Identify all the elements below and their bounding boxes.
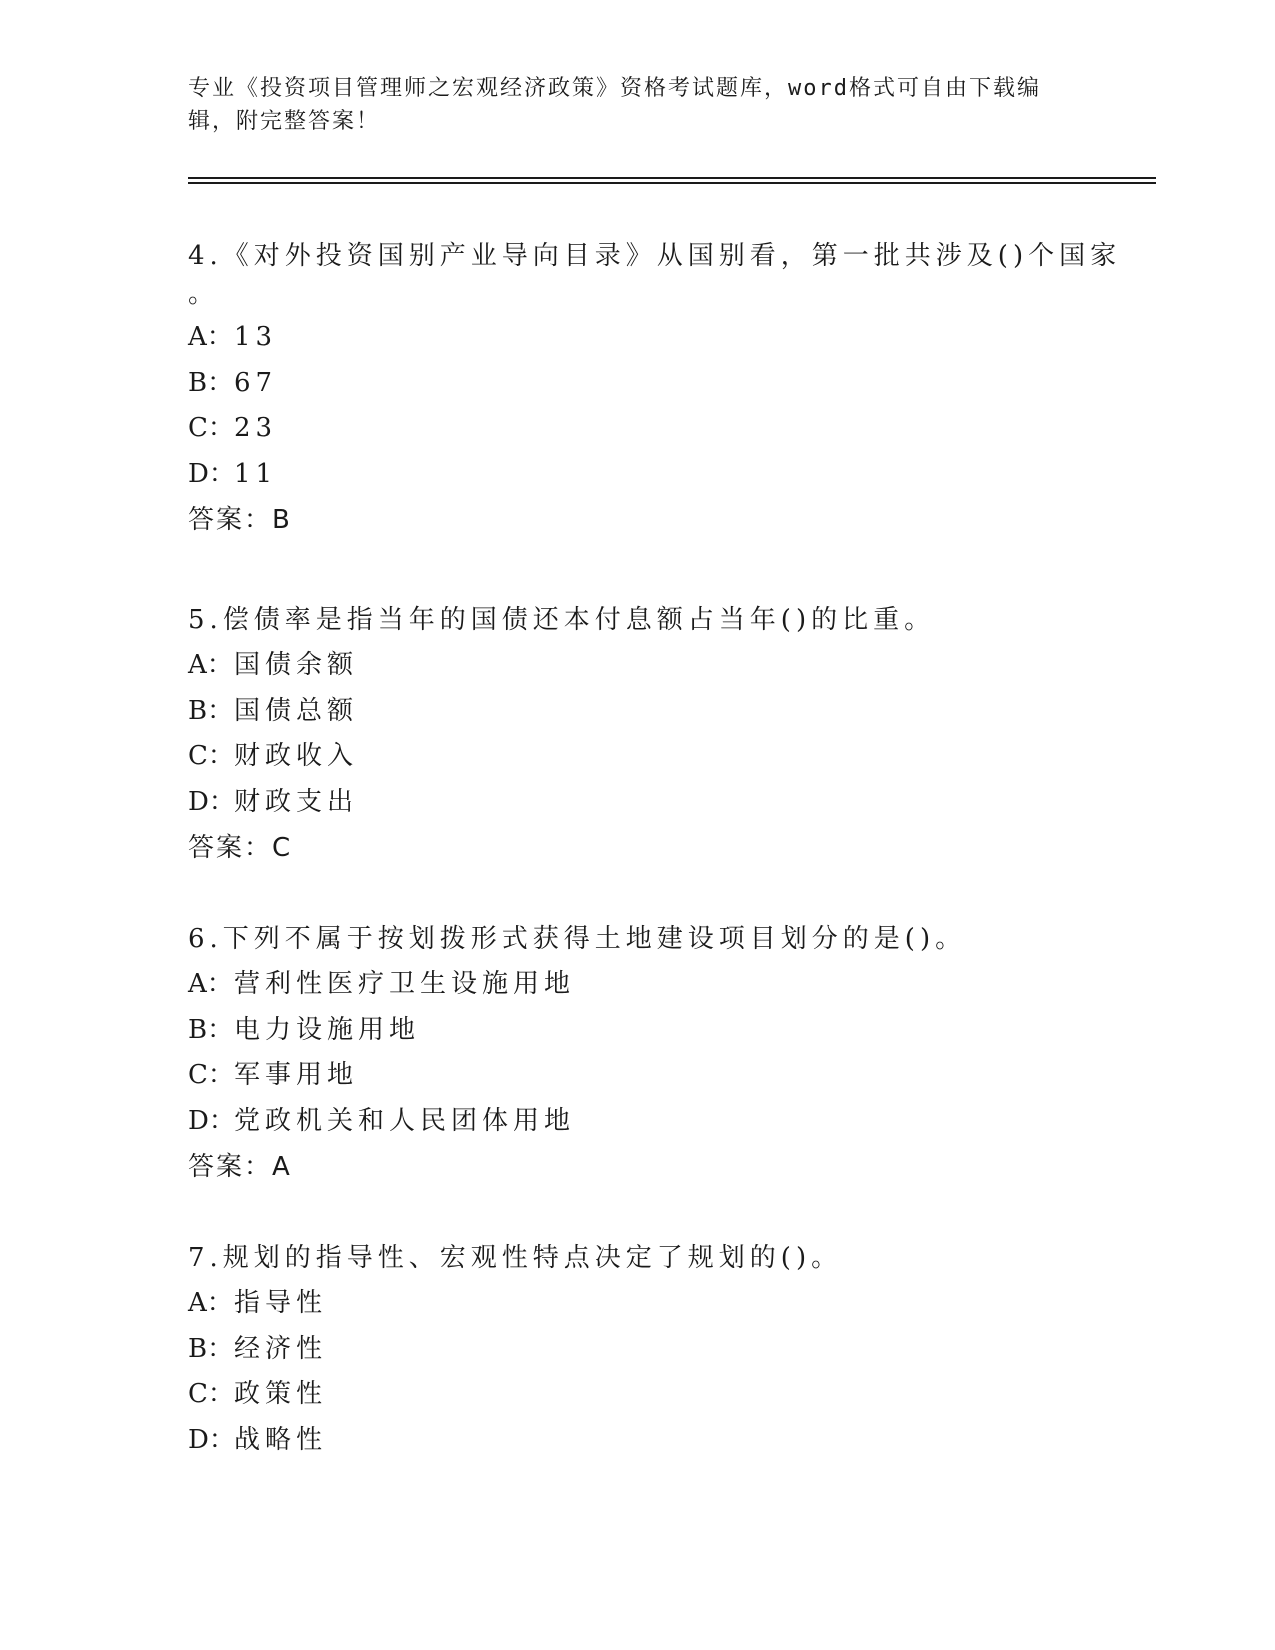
answer: 答案：A — [188, 1152, 292, 1183]
option-a — [188, 1281, 1088, 1327]
option-text: 党政机关和人民团体用地 — [234, 1105, 576, 1136]
option-label: D： — [188, 1105, 235, 1136]
question-6 — [188, 916, 1088, 1190]
question-stem: 7.规划的指导性、宏观性特点决定了规划的()。 — [188, 1243, 843, 1273]
question-stem: 5.偿债率是指当年的国债还本付息额占当年()的比重。 — [188, 605, 936, 635]
option-label: B： — [188, 1333, 234, 1364]
option-label: A： — [188, 650, 233, 680]
answer: 答案：C — [188, 833, 293, 864]
option-label: A： — [188, 1288, 233, 1318]
option-a — [188, 962, 1088, 1008]
option-a — [188, 315, 1088, 361]
option-label: C： — [188, 413, 234, 444]
option-label: B： — [188, 1014, 234, 1045]
option-d — [188, 1099, 1088, 1145]
option-d — [188, 452, 1088, 498]
option-label: C： — [188, 1379, 234, 1410]
option-label: D： — [188, 786, 235, 817]
question-stem-continuation: 。 — [188, 279, 220, 309]
option-label: C： — [188, 741, 234, 772]
option-text: 政策性 — [234, 1379, 328, 1410]
question-7 — [188, 1235, 1088, 1463]
option-b — [188, 1327, 1088, 1373]
option-c — [188, 406, 1088, 452]
option-text: 国债余额 — [234, 650, 359, 680]
option-text: 指导性 — [234, 1288, 328, 1318]
option-text: 战略性 — [234, 1424, 328, 1455]
option-text: 财政支出 — [234, 786, 359, 817]
option-d — [188, 1418, 1088, 1464]
option-text: 67 — [234, 367, 278, 398]
header-divider-top — [188, 177, 1156, 179]
answer: 答案：B — [188, 505, 292, 536]
option-a — [188, 643, 1088, 689]
question-stem: 4.《对外投资国别产业导向目录》从国别看，第一批共涉及()个国家 — [188, 241, 1122, 271]
option-label: B： — [188, 367, 234, 398]
option-label: C： — [188, 1060, 234, 1091]
option-b — [188, 689, 1088, 735]
document-header — [188, 72, 1068, 138]
question-5 — [188, 597, 1088, 871]
option-c — [188, 734, 1088, 780]
option-text: 营利性医疗卫生设施用地 — [234, 969, 576, 999]
option-text: 电力设施用地 — [234, 1014, 421, 1045]
option-text: 23 — [234, 413, 278, 444]
option-label: D： — [188, 458, 235, 489]
option-b — [188, 1008, 1088, 1054]
header-line-1: 专业《投资项目管理师之宏观经济政策》资格考试题库，word格式可自由下载编 — [188, 76, 1041, 101]
option-text: 军事用地 — [234, 1060, 359, 1091]
option-text: 财政收入 — [234, 741, 359, 772]
header-line-2: 辑，附完整答案！ — [188, 109, 381, 134]
header-divider-bottom — [188, 182, 1156, 184]
question-4 — [188, 233, 1122, 543]
option-text: 国债总额 — [234, 695, 359, 726]
option-b — [188, 361, 1088, 407]
option-label: B： — [188, 695, 234, 726]
question-stem: 6.下列不属于按划拨形式获得土地建设项目划分的是()。 — [188, 924, 967, 954]
option-text: 经济性 — [234, 1333, 328, 1364]
option-text: 11 — [234, 458, 278, 489]
option-d — [188, 780, 1088, 826]
option-text: 13 — [234, 322, 278, 352]
option-c — [188, 1053, 1088, 1099]
option-c — [188, 1372, 1088, 1418]
option-label: A： — [188, 969, 233, 999]
option-label: D： — [188, 1424, 235, 1455]
option-label: A： — [188, 322, 233, 352]
